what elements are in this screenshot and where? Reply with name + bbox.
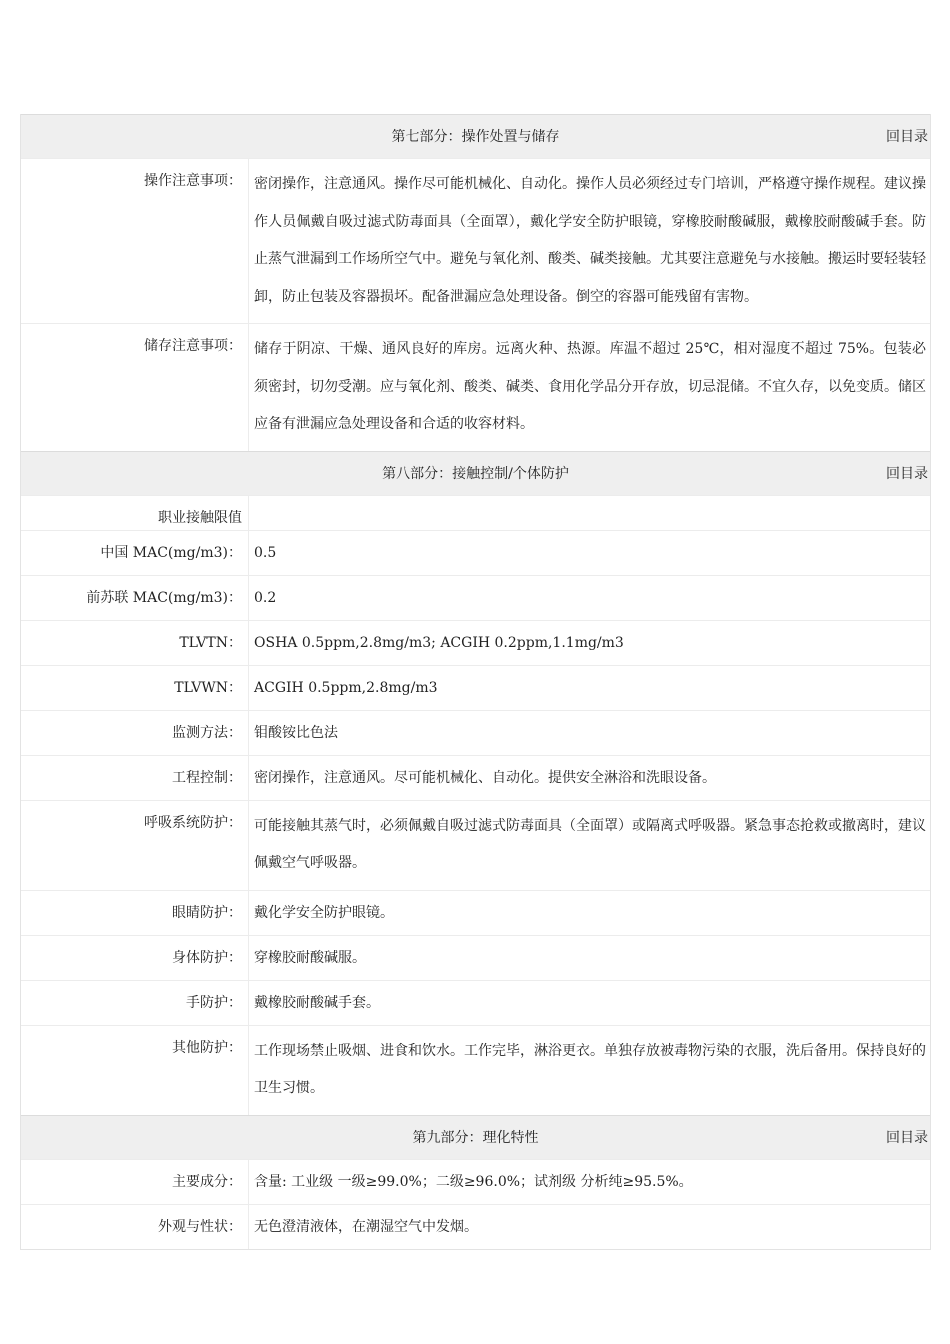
- row-value: 含量: 工业级 一级≥99.0%；二级≥96.0%；试剂级 分析纯≥95.5%。: [254, 1173, 693, 1190]
- section-header: [21, 1115, 930, 1159]
- table-row: [21, 530, 930, 575]
- row-label: 前苏联 MAC(mg/m3)：: [21, 576, 249, 620]
- row-value: OSHA 0.5ppm,2.8mg/m3; ACGIH 0.2ppm,1.1mg/m3: [254, 634, 624, 651]
- row-label: 工程控制：: [21, 756, 249, 800]
- row-label: TLVWN：: [21, 666, 249, 710]
- row-value: 戴橡胶耐酸碱手套。: [254, 994, 380, 1011]
- table-row: [21, 1025, 930, 1115]
- row-label: 监测方法：: [21, 711, 249, 755]
- table-row: [21, 755, 930, 800]
- row-value: 钼酸铵比色法: [254, 724, 338, 741]
- back-to-toc-link[interactable]: 回目录: [886, 1129, 928, 1146]
- row-label: 主要成分：: [21, 1160, 249, 1204]
- row-value: ACGIH 0.5ppm,2.8mg/m3: [254, 679, 438, 696]
- table-row: [21, 980, 930, 1025]
- row-value: 0.5: [254, 544, 277, 561]
- table-row: [21, 158, 930, 323]
- row-label: 呼吸系统防护：: [21, 801, 249, 890]
- row-value: 戴化学安全防护眼镜。: [254, 904, 394, 921]
- msds-sheet: [20, 114, 931, 1250]
- row-label: 其他防护：: [21, 1026, 249, 1115]
- row-label: 身体防护：: [21, 936, 249, 980]
- section-header: [21, 114, 930, 158]
- row-value: 无色澄清液体，在潮湿空气中发烟。: [254, 1218, 478, 1235]
- row-label: 手防护：: [21, 981, 249, 1025]
- table-row: [21, 800, 930, 890]
- row-label: TLVTN：: [21, 621, 249, 665]
- table-row: [21, 890, 930, 935]
- table-row: [21, 1204, 930, 1249]
- table-row: [21, 665, 930, 710]
- row-value: 工作现场禁止吸烟、进食和饮水。工作完毕，淋浴更衣。单独存放被毒物污染的衣服，洗后备用。保持良好的卫生习惯。: [254, 1042, 926, 1096]
- row-label: 中国 MAC(mg/m3)：: [21, 531, 249, 575]
- row-label: 外观与性状：: [21, 1205, 249, 1249]
- section-title: 第九部分：理化特性: [412, 1129, 539, 1146]
- row-label: 操作注意事项：: [21, 159, 249, 323]
- row-label: 储存注意事项：: [21, 324, 249, 451]
- table-row: [21, 1159, 930, 1204]
- row-value: [249, 496, 930, 530]
- section-title: 第七部分：操作处置与储存: [391, 129, 560, 145]
- table-row: [21, 620, 930, 665]
- row-value: 穿橡胶耐酸碱服。: [254, 949, 366, 966]
- row-label: 职业接触限值: [21, 496, 249, 530]
- table-row: [21, 935, 930, 980]
- section-header: [21, 451, 930, 495]
- table-row: [21, 710, 930, 755]
- row-label: 眼睛防护：: [21, 891, 249, 935]
- row-value: 密闭操作，注意通风。尽可能机械化、自动化。提供安全淋浴和洗眼设备。: [254, 769, 716, 786]
- section-title: 第八部分：接触控制/个体防护: [382, 465, 569, 482]
- back-to-toc-link[interactable]: 回目录: [886, 465, 928, 482]
- table-row: [21, 323, 930, 451]
- row-value: 储存于阴凉、干燥、通风良好的库房。远离火种、热源。库温不超过 25℃，相对湿度不超过 75%。包装必须密封，切勿受潮。应与氧化剂、酸类、碱类、食用化学品分开存放，切忌混储。不宜久存，以免变质。储区应备有泄漏应急处理设备和合适的收容材料。: [254, 341, 926, 432]
- row-value: 可能接触其蒸气时，必须佩戴自吸过滤式防毒面具（全面罩）或隔离式呼吸器。紧急事态抢救或撤离时，建议佩戴空气呼吸器。: [254, 817, 926, 871]
- table-row: [21, 495, 930, 530]
- row-value: 0.2: [254, 589, 277, 606]
- table-row: [21, 575, 930, 620]
- row-value: 密闭操作，注意通风。操作尽可能机械化、自动化。操作人员必须经过专门培训，严格遵守操作规程。建议操作人员佩戴自吸过滤式防毒面具（全面罩），戴化学安全防护眼镜，穿橡胶耐酸碱服，戴橡胶耐酸碱手套。防止蒸气泄漏到工作场所空气中。避免与氧化剂、酸类、碱类接触。尤其要注意避免与水接触。搬运时要轻装轻卸，防止包装及容器损坏。配备泄漏应急处理设备。倒空的容器可能残留有害物。: [254, 176, 926, 305]
- back-to-toc-link[interactable]: 回目录: [886, 129, 928, 145]
